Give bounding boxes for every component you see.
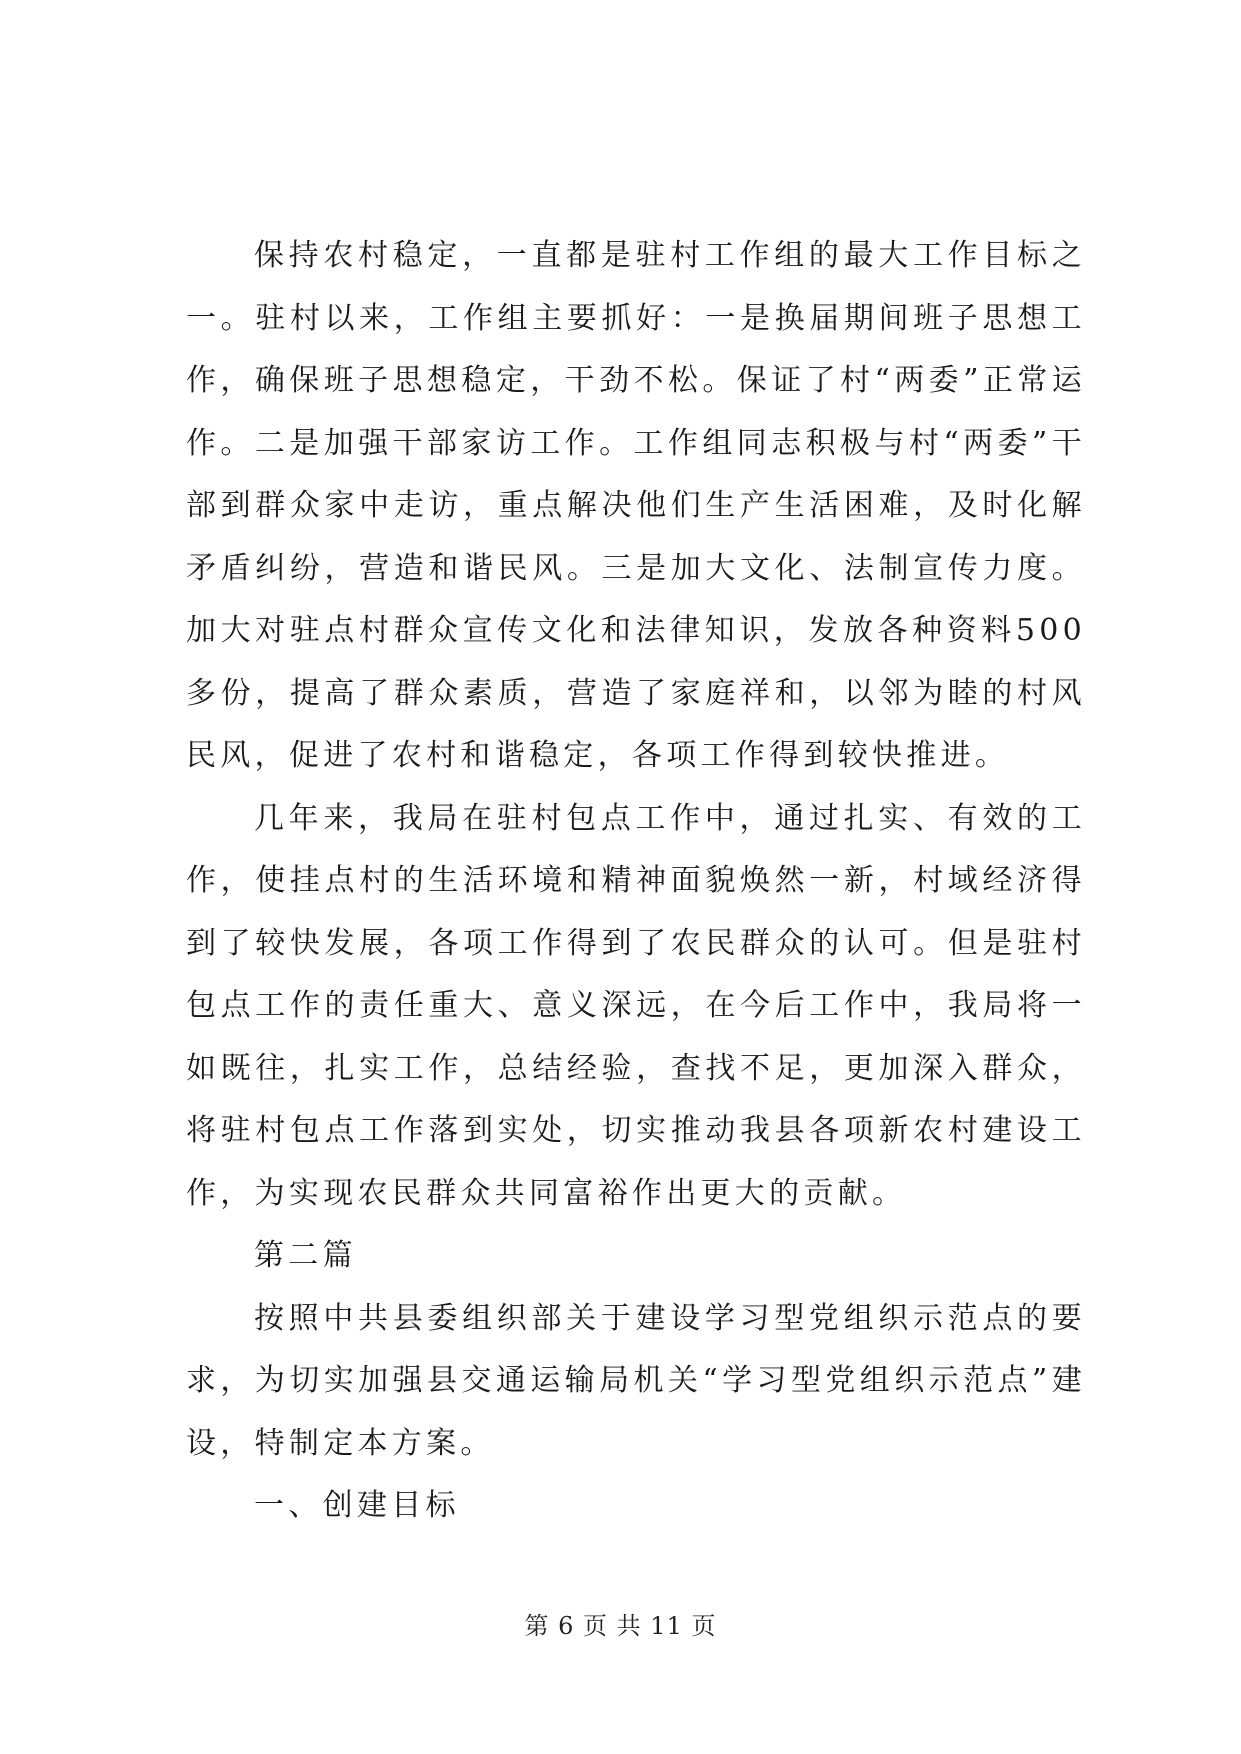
document-body	[186, 225, 1086, 1538]
heading-creation-goal: 一、创建目标	[254, 1488, 460, 1523]
section-title: 第二篇	[254, 1238, 357, 1273]
paragraph-plan-intro: 按照中共县委组织部关于建设学习型党组织示范点的要求，为切实加强县交通运输局机关“学习型党组织示范点”建设，特制定本方案。	[186, 1300, 1086, 1461]
paragraph-rural-stability: 保持农村稳定，一直都是驻村工作组的最大工作目标之一。驻村以来，工作组主要抓好：一是换届期间班子思想工作，确保班子思想稳定，干劲不松。保证了村“两委”正常运作。二是加强干部家访工作。工作组同志积极与村“两委”干部到群众家中走访，重点解决他们生产生活困难，及时化解矛盾纠纷，营造和谐民风。三是加大文化、法制宣传力度。加大对驻点村群众宣传文化和法律知识，发放各种资料500多份，提高了群众素质，营造了家庭祥和，以邻为睦的村风民风，促进了农村和谐稳定，各项工作得到较快推进。	[186, 238, 1086, 773]
paragraph-summary: 几年来，我局在驻村包点工作中，通过扎实、有效的工作，使挂点村的生活环境和精神面貌焕然一新，村域经济得到了较快发展，各项工作得到了农民群众的认可。但是驻村包点工作的责任重大、意义深远，在今后工作中，我局将一如既往，扎实工作，总结经验，查找不足，更加深入群众，将驻村包点工作落到实处，切实推动我县各项新农村建设工作，为实现农民群众共同富裕作出更大的贡献。	[186, 800, 1086, 1211]
page-number-footer: 第 6 页 共 11 页	[524, 1612, 717, 1640]
